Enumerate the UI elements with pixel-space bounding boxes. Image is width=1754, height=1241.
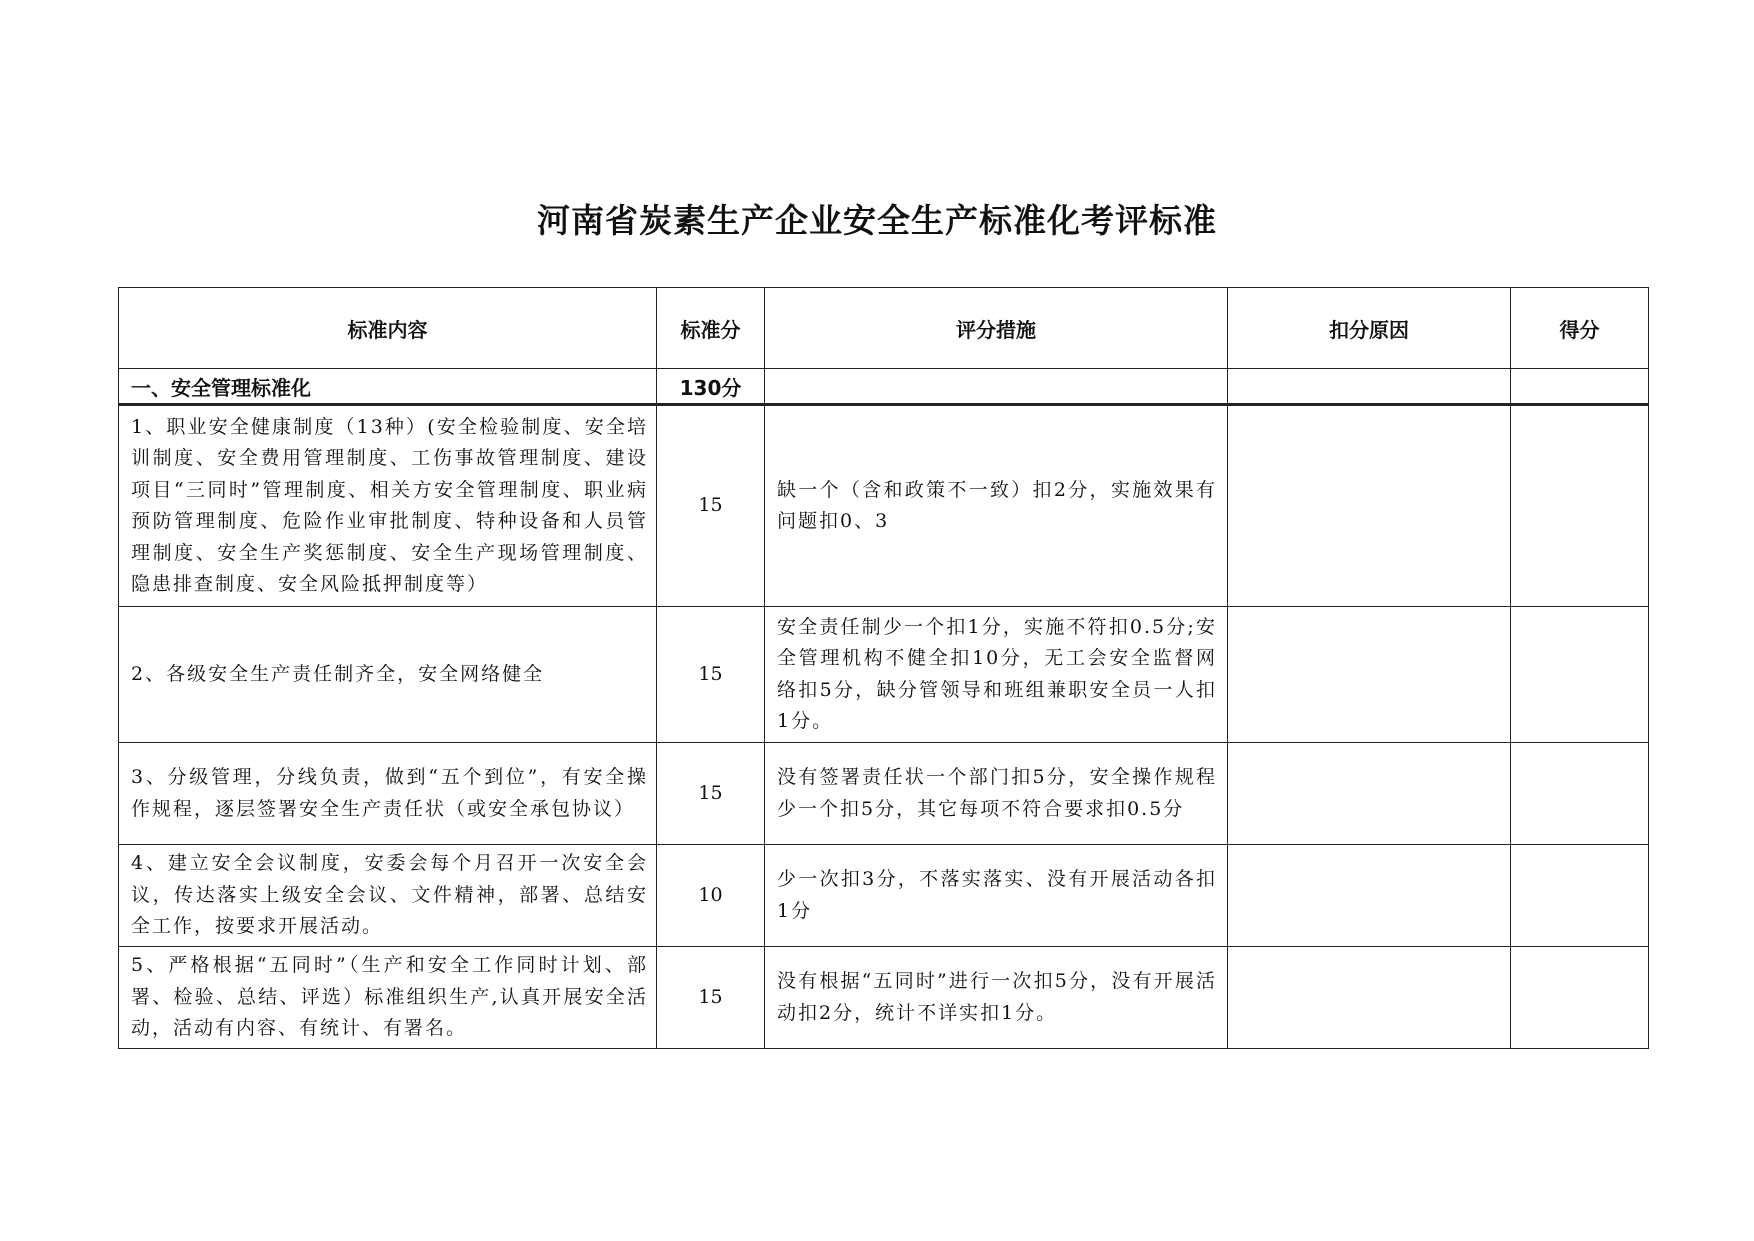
row-scoring-measure: 缺一个（含和政策不一致）扣2分，实施效果有问题扣0、3 — [765, 405, 1228, 607]
table-row — [119, 947, 1649, 1049]
row-deduction-reason — [1228, 845, 1511, 947]
table-row — [119, 607, 1649, 743]
row-scoring-measure: 没有根据“五同时”进行一次扣5分，没有开展活动扣2分，统计不详实扣1分。 — [765, 947, 1228, 1049]
row-score — [1511, 845, 1649, 947]
row-content: 4、建立安全会议制度，安委会每个月召开一次安全会议，传达落实上级安全会议、文件精神，部署、总结安全工作，按要求开展活动。 — [119, 845, 657, 947]
header-content: 标准内容 — [119, 288, 657, 369]
row-deduction-reason — [1228, 743, 1511, 845]
section-points-cell — [1511, 369, 1649, 405]
row-content: 2、各级安全生产责任制齐全，安全网络健全 — [119, 607, 657, 743]
header-score: 得分 — [1511, 288, 1649, 369]
row-deduction-reason — [1228, 947, 1511, 1049]
row-score — [1511, 947, 1649, 1049]
row-score — [1511, 743, 1649, 845]
table-row — [119, 845, 1649, 947]
header-scoring-measures: 评分措施 — [765, 288, 1228, 369]
section-score: 130分 — [657, 369, 765, 405]
table-row — [119, 405, 1649, 607]
section-reason-cell — [1228, 369, 1511, 405]
row-content: 3、分级管理，分线负责，做到“五个到位”，有安全操作规程，逐层签署安全生产责任状（或安全承包协议） — [119, 743, 657, 845]
row-standard-score: 15 — [657, 743, 765, 845]
row-standard-score: 15 — [657, 947, 765, 1049]
row-content: 1、职业安全健康制度（13种）(安全检验制度、安全培训制度、安全费用管理制度、工伤事故管理制度、建设项目“三同时”管理制度、相关方安全管理制度、职业病预防管理制度、危险作业审批制度、特种设备和人员管理制度、安全生产奖惩制度、安全生产现场管理制度、隐患排查制度、安全风险抵押制度等） — [119, 405, 657, 607]
row-score — [1511, 607, 1649, 743]
row-scoring-measure: 没有签署责任状一个部门扣5分，安全操作规程少一个扣5分，其它每项不符合要求扣0.5分 — [765, 743, 1228, 845]
table-row — [119, 743, 1649, 845]
header-row — [119, 288, 1649, 369]
row-scoring-measure: 少一次扣3分，不落实落实、没有开展活动各扣1分 — [765, 845, 1228, 947]
row-scoring-measure: 安全责任制少一个扣1分，实施不符扣0.5分;安全管理机构不健全扣10分，无工会安全监督网络扣5分，缺分管领导和班组兼职安全员一人扣1分。 — [765, 607, 1228, 743]
row-score — [1511, 405, 1649, 607]
standard-table — [118, 287, 1649, 1049]
row-standard-score: 15 — [657, 607, 765, 743]
row-content: 5、严格根据“五同时”（生产和安全工作同时计划、部署、检验、总结、评选）标准组织生产,认真开展安全活动，活动有内容、有统计、有署名。 — [119, 947, 657, 1049]
page-title: 河南省炭素生产企业安全生产标准化考评标准 — [537, 201, 1217, 240]
row-standard-score: 15 — [657, 405, 765, 607]
header-standard-score: 标准分 — [657, 288, 765, 369]
section-measure-cell — [765, 369, 1228, 405]
row-deduction-reason — [1228, 405, 1511, 607]
row-deduction-reason — [1228, 607, 1511, 743]
row-standard-score: 10 — [657, 845, 765, 947]
header-deduction-reason: 扣分原因 — [1228, 288, 1511, 369]
section-label: 一、安全管理标准化 — [119, 369, 657, 405]
section-row — [119, 369, 1649, 405]
